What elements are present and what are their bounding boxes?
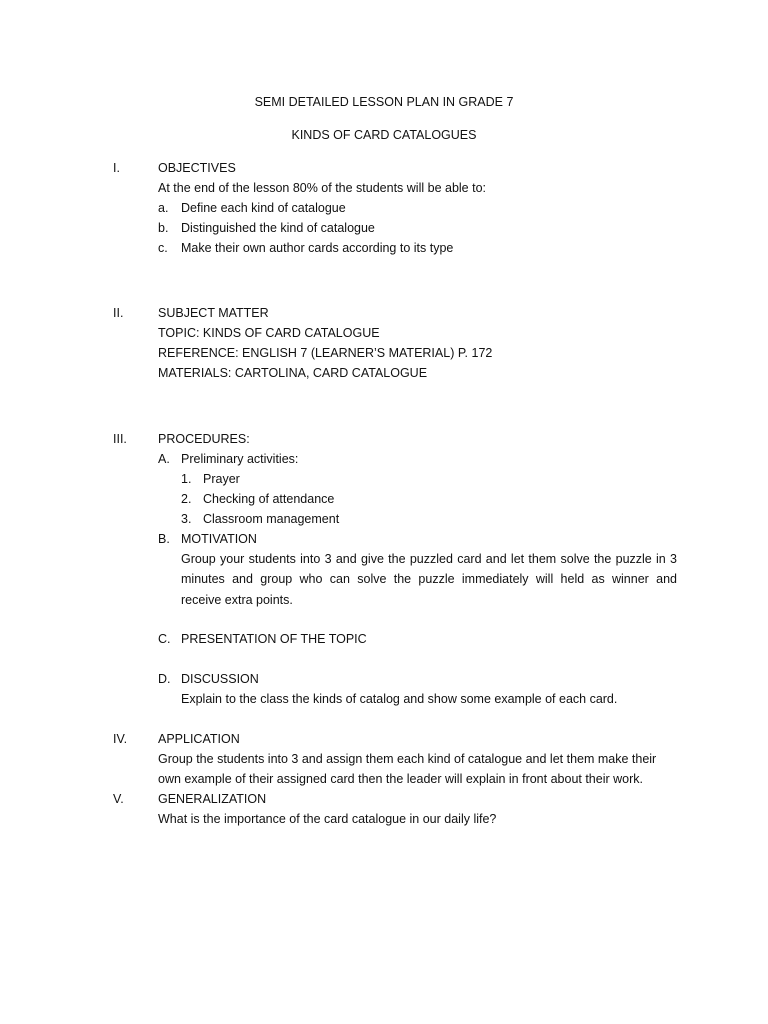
section-heading-procedures: PROCEDURES:	[158, 432, 250, 446]
procedure-heading-preliminary: Preliminary activities:	[181, 452, 299, 466]
objective-item-a: Define each kind of catalogue	[181, 201, 346, 215]
section-numeral-generalization: V.	[113, 792, 124, 806]
preliminary-marker-3: 3.	[181, 512, 192, 526]
motivation-body-line-1: Group your students into 3 and give the puzzled card and let them solve the puzzle in 3	[181, 552, 677, 566]
application-body-line-1: Group the students into 3 and assign them each kind of catalogue and let them make their	[158, 752, 657, 766]
preliminary-item-prayer: Prayer	[203, 472, 240, 486]
section-numeral-application: IV.	[113, 732, 128, 746]
procedure-marker-a: A.	[158, 452, 170, 466]
objective-marker-b: b.	[158, 221, 169, 235]
section-numeral-subject-matter: II.	[113, 306, 124, 320]
subject-reference: REFERENCE: ENGLISH 7 (LEARNER’S MATERIAL) P. 172	[158, 346, 493, 360]
generalization-body: What is the importance of the card catalogue in our daily life?	[158, 812, 497, 826]
motivation-body-line-2: minutes and group who can solve the puzzle immediately will held as winner and	[181, 572, 677, 586]
subject-topic: TOPIC: KINDS OF CARD CATALOGUE	[158, 326, 380, 340]
motivation-body-line-3: receive extra points.	[181, 593, 293, 607]
procedure-heading-presentation: PRESENTATION OF THE TOPIC	[181, 632, 367, 646]
objective-item-c: Make their own author cards according to its type	[181, 241, 454, 255]
preliminary-item-classroom: Classroom management	[203, 512, 340, 526]
procedure-heading-discussion: DISCUSSION	[181, 672, 259, 686]
discussion-body: Explain to the class the kinds of catalog and show some example of each card.	[181, 692, 618, 706]
procedure-marker-b: B.	[158, 532, 170, 546]
section-numeral-procedures: III.	[113, 432, 127, 446]
objectives-intro: At the end of the lesson 80% of the students will be able to:	[158, 181, 486, 195]
document-subtitle: KINDS OF CARD CATALOGUES	[291, 128, 477, 142]
section-heading-subject-matter: SUBJECT MATTER	[158, 306, 269, 320]
procedure-marker-d: D.	[158, 672, 171, 686]
preliminary-item-attendance: Checking of attendance	[203, 492, 335, 506]
procedure-marker-c: C.	[158, 632, 171, 646]
subject-materials: MATERIALS: CARTOLINA, CARD CATALOGUE	[158, 366, 428, 380]
procedure-heading-motivation: MOTIVATION	[181, 532, 257, 546]
section-heading-generalization: GENERALIZATION	[158, 792, 267, 806]
section-numeral-objectives: I.	[113, 161, 120, 175]
objective-item-b: Distinguished the kind of catalogue	[181, 221, 375, 235]
preliminary-marker-2: 2.	[181, 492, 192, 506]
preliminary-marker-1: 1.	[181, 472, 192, 486]
section-heading-objectives: OBJECTIVES	[158, 161, 236, 175]
objective-marker-a: a.	[158, 201, 169, 215]
section-heading-application: APPLICATION	[158, 732, 240, 746]
objective-marker-c: c.	[158, 241, 168, 255]
application-body-line-2: own example of their assigned card then the leader will explain in front about their work.	[158, 772, 643, 786]
document-title: SEMI DETAILED LESSON PLAN IN GRADE 7	[254, 95, 514, 109]
